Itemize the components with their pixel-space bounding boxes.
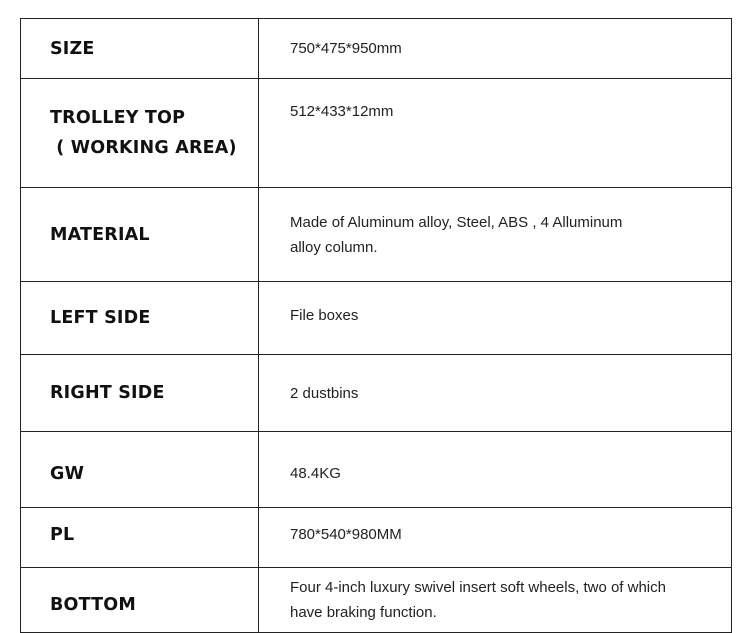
spec-value: 512*433*12mm — [290, 103, 394, 120]
spec-row-gw — [21, 432, 732, 508]
spec-value: 48.4KG — [290, 465, 341, 482]
spec-row-left-side — [21, 282, 732, 355]
spec-label: RIGHT SIDE — [50, 383, 165, 403]
spec-value-cell — [259, 188, 732, 282]
spec-row-bottom — [21, 568, 732, 633]
spec-label: SIZE — [50, 38, 95, 59]
spec-label: TROLLEY TOP — [50, 108, 186, 128]
spec-row-size — [21, 19, 732, 79]
spec-label-cell — [21, 19, 259, 79]
spec-label-cell — [21, 568, 259, 633]
spec-value: 750*475*950mm — [290, 40, 402, 57]
spec-label: GW — [50, 463, 85, 484]
spec-row-trolley-top — [21, 79, 732, 188]
spec-row-right-side — [21, 355, 732, 432]
spec-value: 780*540*980MM — [290, 526, 402, 543]
spec-label-subline: ( WORKING AREA) — [50, 138, 237, 158]
spec-value-cell — [259, 79, 732, 188]
spec-label-cell — [21, 282, 259, 355]
spec-value-line-2: have braking function. — [290, 604, 437, 621]
spec-label: MATERIAL — [50, 224, 150, 245]
spec-row-pl — [21, 508, 732, 568]
spec-value-cell — [259, 282, 732, 355]
spec-label-cell — [21, 508, 259, 568]
spec-value: 2 dustbins — [290, 384, 359, 402]
spec-value-cell — [259, 355, 732, 432]
spec-value-line-1: Made of Aluminum alloy, Steel, ABS , 4 Alluminum — [290, 213, 623, 231]
spec-label-cell — [21, 355, 259, 432]
spec-label-cell — [21, 432, 259, 508]
spec-row-material — [21, 188, 732, 282]
spec-label-cell — [21, 79, 259, 188]
spec-value: File boxes — [290, 306, 359, 324]
spec-value-cell — [259, 568, 732, 633]
spec-value-cell — [259, 508, 732, 568]
spec-value-line-2: alloy column. — [290, 238, 378, 256]
spec-label: PL — [50, 524, 75, 545]
spec-value-cell — [259, 19, 732, 79]
spec-value-cell — [259, 432, 732, 508]
spec-label: LEFT SIDE — [50, 308, 151, 328]
spec-table — [20, 18, 732, 633]
spec-label-cell — [21, 188, 259, 282]
spec-label: BOTTOM — [50, 595, 136, 615]
spec-value-line-1: Four 4-inch luxury swivel insert soft wheels, two of which — [290, 579, 666, 596]
